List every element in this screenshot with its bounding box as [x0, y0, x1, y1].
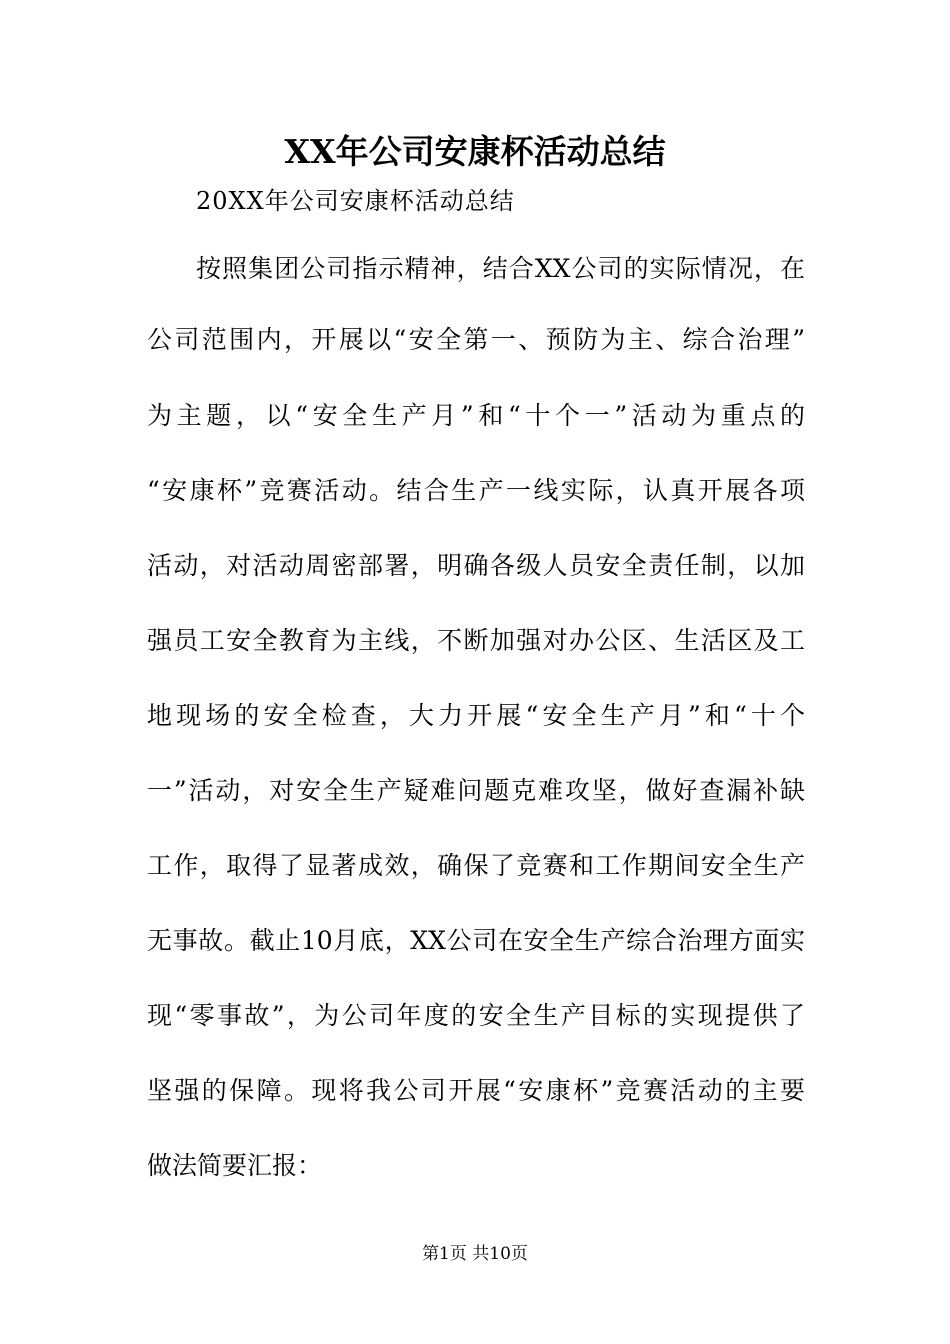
paragraph-line: 地现场的安全检查，大力开展“安全生产月”和“十个 — [147, 701, 805, 730]
paragraph-line: 强员工安全教育为主线，不断加强对办公区、生活区及工 — [147, 626, 805, 655]
document-subtitle: 20XX年公司安康杯活动总结 — [196, 187, 515, 215]
paragraph-line: 活动，对活动周密部署，明确各级人员安全责任制，以加 — [147, 551, 805, 580]
paragraph-line: 工作，取得了显著成效，确保了竞赛和工作期间安全生产 — [147, 851, 805, 880]
paragraph-line: 坚强的保障。现将我公司开展“安康杯”竞赛活动的主要 — [147, 1076, 805, 1105]
paragraph-line: 为主题，以“安全生产月”和“十个一”活动为重点的 — [147, 401, 805, 430]
document-title: XX年公司安康杯活动总结 — [284, 132, 666, 171]
paragraph-line: 公司范围内，开展以“安全第一、预防为主、综合治理” — [147, 325, 805, 354]
paragraph-line: 无事故。截止10月底，XX公司在安全生产综合治理方面实 — [147, 926, 805, 955]
paragraph-line: 一”活动，对安全生产疑难问题克难攻坚，做好查漏补缺 — [147, 776, 805, 805]
paragraph-line: “安康杯”竞赛活动。结合生产一线实际，认真开展各项 — [147, 476, 805, 505]
paragraph-line: 现“零事故”，为公司年度的安全生产目标的实现提供了 — [147, 1001, 805, 1030]
paragraph-line: 按照集团公司指示精神，结合XX公司的实际情况，在 — [196, 254, 805, 283]
page-footer: 第1页 共10页 — [422, 1244, 528, 1264]
paragraph-line: 做法简要汇报： — [147, 1151, 323, 1180]
